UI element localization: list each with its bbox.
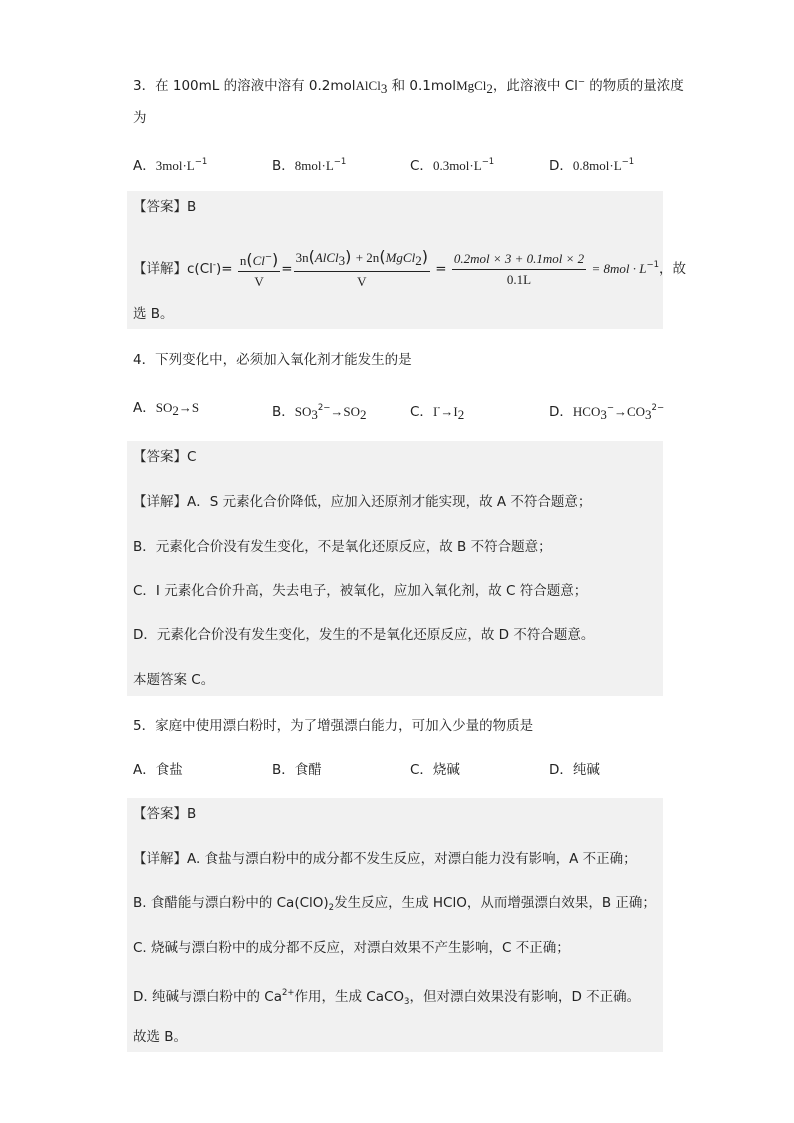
q4-detail-line1: 【详解】A．S 元素化合价降低，应加入还原剂才能实现，故 A 不符合题意； [133, 494, 592, 510]
q4-answer: 【答案】C [133, 449, 197, 465]
q5-stem: 5．家庭中使用漂白粉时，为了增强漂白能力，可加入少量的物质是 [133, 718, 534, 734]
fraction-2: $\frac{3n(AlCl_3) + 2n(MgCl_2)}{V}$ [295, 246, 428, 289]
q5-option-a: A．食盐 [133, 762, 183, 778]
q4-option-d: D．$HCO_3^-\to CO_3^{2-}$ [549, 403, 665, 422]
q4-detail-line3: C．I 元素化合价升高，失去电子，被氧化，应加入氧化剂，故 C 符合题意； [133, 583, 588, 599]
q4-option-c: C．$I^-\to I_2$ [410, 403, 465, 422]
q3-option-c: C．$0.3mol\cdot L^{-1}$ [410, 157, 495, 174]
q5-detail-line2: B. 食醋能与漂白粉中的 $Ca(ClO)_2$发生反应，生成 HClO，从而增强漂白效果，B 正确； [133, 895, 656, 913]
q3-option-d: D．$0.8mol\cdot L^{-1}$ [549, 157, 635, 174]
q3-stem-line1: 3．在 100mL 的溶液中溶有 0.2molAlCl$_3$ 和 0.1molMgCl$_2$，此溶液中 Cl− 的物质的量浓度 [133, 77, 684, 96]
q5-detail-line1: 【详解】A. 食盐与漂白粉中的成分都不发生反应，对漂白能力没有影响，A 不正确； [133, 851, 637, 867]
q4-detail-line2: B．元素化合价没有发生变化，不是氧化还原反应，故 B 不符合题意； [133, 539, 552, 555]
q3-option-b: B．$8mol\cdot L^{-1}$ [272, 157, 347, 174]
q5-option-d: D．纯碱 [549, 762, 600, 778]
q5-answer-block [127, 798, 663, 1052]
q4-option-b: B．$SO_3^{2-}\to SO_2$ [272, 403, 367, 422]
q5-answer: 【答案】B [133, 806, 197, 822]
q5-option-c: C．烧碱 [410, 762, 460, 778]
q4-stem: 4．下列变化中，必须加入氧化剂才能发生的是 [133, 352, 412, 368]
q3-detail-line2: 选 B。 [133, 306, 174, 322]
q4-detail-line5: 本题答案 C。 [133, 672, 215, 688]
q4-answer-block [127, 441, 663, 696]
q5-detail-line4: D. 纯碱与漂白粉中的 $Ca^{2+}$作用，生成 CaCO$_3$，但对漂白效果没有影响，D 不正确。 [133, 988, 641, 1007]
fraction-1: $\frac{n(Cl^-)}{V}$ [239, 249, 279, 289]
q5-option-b: B．食醋 [272, 762, 322, 778]
q4-option-a: A．$SO_2\to S$ [133, 400, 200, 418]
fraction-3: $\frac{\text{0.2mol × 3 + 0.1mol × 2}}{0.1L}$ [453, 250, 585, 287]
q3-option-a: A．$3mol\cdot L^{-1}$ [133, 157, 208, 174]
q3-detail-formula: 【详解】c(Cl-)= $\frac{n(Cl^-)}{V}$ = $\frac{3n(AlCl_3) + 2n(MgCl_2)}{V}$ = $\frac{\text{0.2mol × 3 + 0.1mol × 2}}{0.1L}$ = $8mol \cdot L^{-1}$，故 [133, 246, 687, 289]
q5-detail-line3: C. 烧碱与漂白粉中的成分都不反应，对漂白效果不产生影响，C 不正确； [133, 940, 570, 956]
q3-stem-line2: 为 [133, 110, 147, 126]
q5-detail-line5: 故选 B。 [133, 1029, 188, 1045]
q3-answer: 【答案】B [133, 199, 197, 215]
q4-detail-line4: D．元素化合价没有发生变化，发生的不是氧化还原反应，故 D 不符合题意。 [133, 627, 595, 643]
